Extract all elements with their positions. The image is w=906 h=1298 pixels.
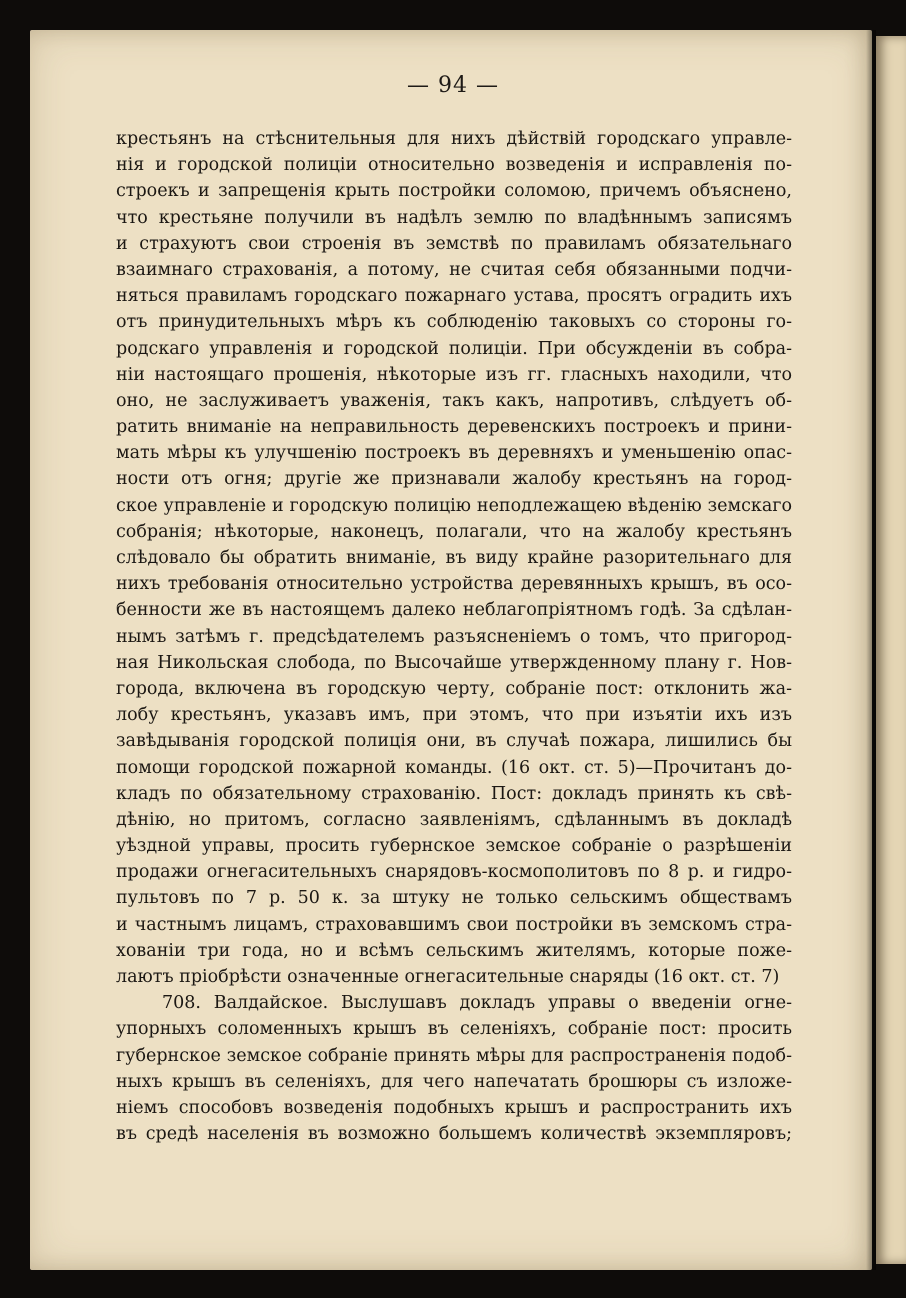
text-line: завѣдыванiя городской полицiя они, въ случаѣ пожара, лишились бы bbox=[116, 731, 792, 752]
text-line: нiи настоящаго прошенiя, нѣкоторые изъ гг. гласныхъ находили, что bbox=[116, 364, 792, 385]
text-line: няться правиламъ городскаго пожарнаго устава, просятъ оградить ихъ bbox=[116, 286, 792, 307]
text-line: отъ принудительныхъ мѣръ къ соблюденiю таковыхъ со стороны го- bbox=[116, 312, 792, 333]
text-line: ныхъ крышъ въ селенiяхъ, для чего напечатать брошюры съ изложе- bbox=[116, 1071, 792, 1092]
text-line: продажи огнегасительныхъ снарядовъ-космополитовъ по 8 р. и гидро- bbox=[116, 862, 792, 883]
text-line: помощи городской пожарной команды. (16 окт. ст. 5)—Прочитанъ до- bbox=[116, 757, 792, 778]
text-line: оно, не заслуживаетъ уваженiя, такъ какъ, напротивъ, слѣдуетъ об- bbox=[116, 390, 792, 411]
text-line: хованiи три года, но и всѣмъ сельскимъ жителямъ, которые поже- bbox=[116, 940, 792, 961]
text-line: лобу крестьянъ, указавъ имъ, при этомъ, что при изъятiи ихъ изъ bbox=[116, 705, 792, 726]
next-page-edge bbox=[876, 36, 906, 1264]
text-line: ратить вниманiе на неправильность деревенскихъ построекъ и прини- bbox=[116, 417, 792, 438]
text-line: и страхуютъ свои строенiя въ земствѣ по правиламъ обязательнаго bbox=[116, 233, 792, 254]
text-line: строекъ и запрещенiя крыть постройки соломою, причемъ объяснено, bbox=[116, 181, 792, 202]
text-line: нiя и городской полицiи относительно возведенiя и исправленiя по- bbox=[116, 155, 792, 176]
text-line: родскаго управленiя и городской полицiи. При обсужденiи въ собра- bbox=[116, 338, 792, 359]
text-line: ная Никольская слобода, по Высочайше утвержденному плану г. Нов- bbox=[116, 652, 792, 673]
binding-shadow bbox=[866, 30, 876, 1270]
text-line: нымъ затѣмъ г. предсѣдателемъ разъясненiемъ о томъ, что пригород- bbox=[116, 626, 792, 647]
page-number: — 94 — bbox=[407, 73, 499, 98]
text-line: крестьянъ на стѣснительныя для нихъ дѣйствiй городскаго управле- bbox=[116, 129, 792, 149]
text-line: уѣздной управы, просить губернское земское собранiе о разрѣшенiи bbox=[116, 836, 792, 857]
text-line: пультовъ по 7 р. 50 к. за штуку не только сельскимъ обществамъ bbox=[116, 888, 792, 909]
body-text bbox=[116, 126, 792, 1147]
text-line: губернское земское собранiе принять мѣры для распространенiя подоб- bbox=[116, 1045, 792, 1066]
text-line: лаютъ прiобрѣсти означенные огнегасительные снаряды (16 окт. ст. 7) bbox=[116, 967, 780, 987]
text-line: нихъ требованiя относительно устройства деревянныхъ крышъ, въ осо- bbox=[116, 574, 792, 595]
text-line: города, включена въ городскую черту, собранiе пост: отклонить жа- bbox=[116, 678, 792, 699]
text-line: собранiя; нѣкоторые, наконецъ, полагали, что на жалобу крестьянъ bbox=[116, 521, 792, 542]
text-line: мать мѣры къ улучшенiю построекъ въ деревняхъ и уменьшенiю опас- bbox=[116, 443, 792, 464]
text-line: бенности же въ настоящемъ далеко неблагопрiятномъ годѣ. За сдѣлан- bbox=[116, 600, 792, 621]
text-line: взаимнаго страхованiя, а потому, не считая себя обязанными подчи- bbox=[116, 259, 792, 280]
text-line: ности отъ огня; другiе же признавали жалобу крестьянъ на город- bbox=[116, 469, 792, 490]
text-line: упорныхъ соломенныхъ крышъ въ селенiяхъ, собранiе пост: просить bbox=[116, 1019, 792, 1040]
text-line: что крестьяне получили въ надѣлъ землю по владѣннымъ записямъ bbox=[116, 207, 792, 228]
text-line: дѣнiю, но притомъ, согласно заявленiямъ, сдѣланнымъ въ докладѣ bbox=[116, 809, 792, 830]
text-line: въ средѣ населенiя въ возможно большемъ количествѣ экземпляровъ; bbox=[116, 1124, 792, 1145]
text-line: кладъ по обязательному страхованiю. Пост: докладъ принять къ свѣ- bbox=[116, 783, 792, 804]
text-line: нiемъ способовъ возведенiя подобныхъ крышъ и распространить ихъ bbox=[116, 1097, 792, 1118]
text-line: и частнымъ лицамъ, страховавшимъ свои постройки въ земскомъ стра- bbox=[116, 914, 792, 935]
text-line: ское управленiе и городскую полицiю неподлежащею вѣденiю земскаго bbox=[116, 495, 792, 516]
section-heading-line: 708. Валдайское. Выслушавъ докладъ управы о введенiи огне- bbox=[162, 993, 792, 1014]
text-line: слѣдовало бы обратить вниманiе, въ виду крайне разорительнаго для bbox=[116, 548, 792, 568]
